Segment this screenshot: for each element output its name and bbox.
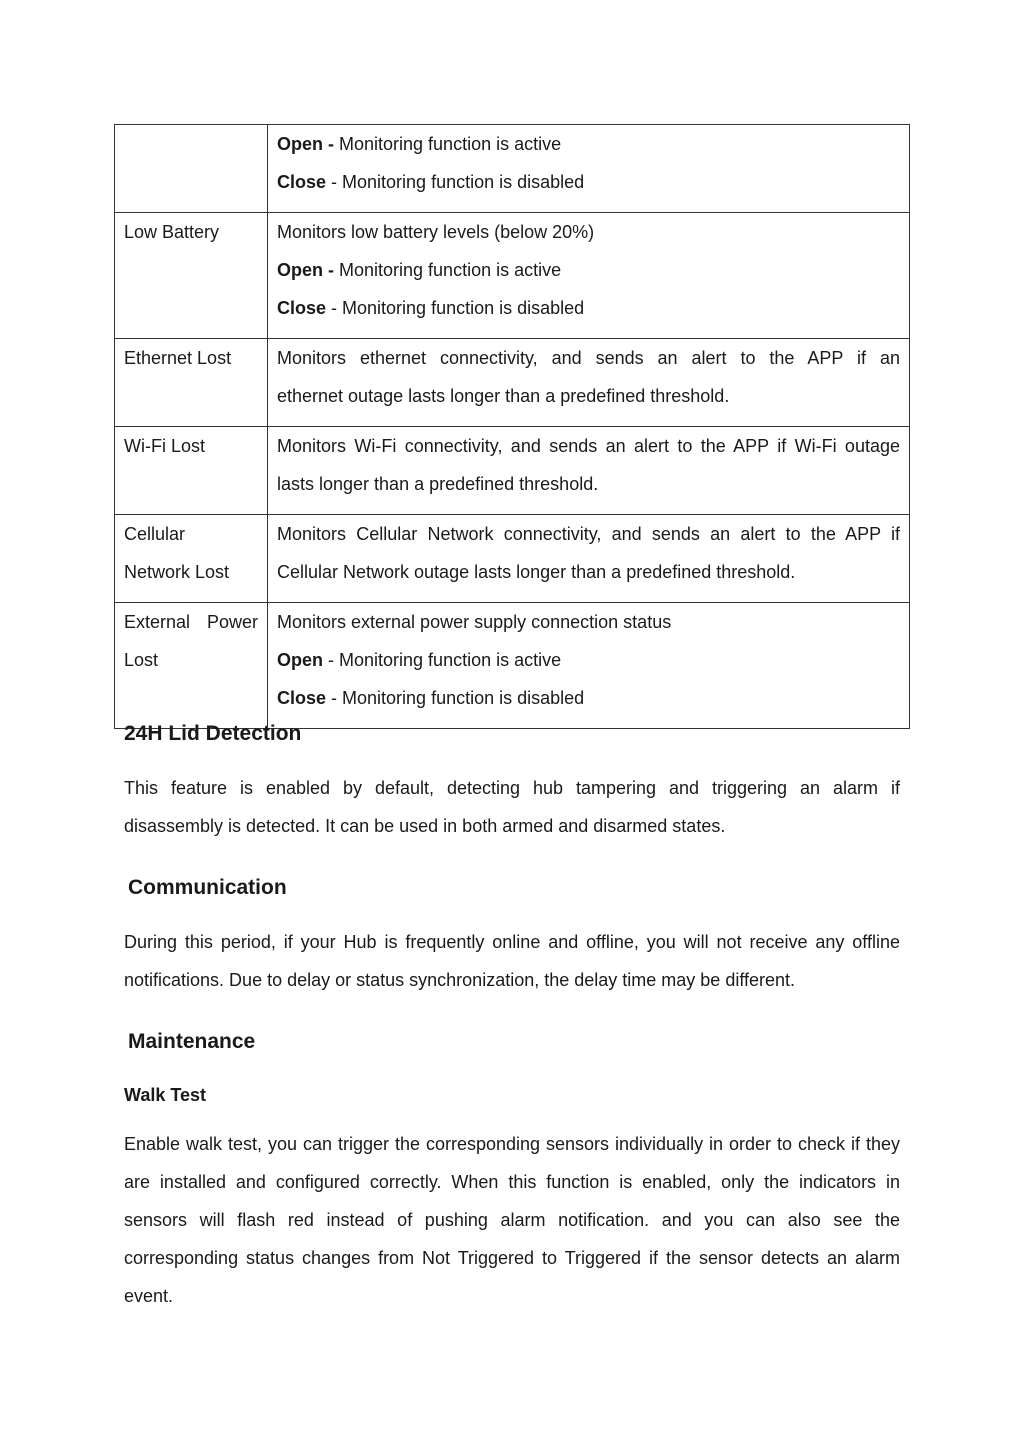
feature-description-cell: [268, 603, 910, 729]
option-text: Monitoring function is active: [334, 260, 562, 280]
communication-paragraph: During this period, if your Hub is frequently online and offline, you will not receive any offline notifications. Due to delay or status synchronization, the delay time may be different.: [124, 932, 900, 990]
option-label: Open -: [277, 260, 334, 280]
description-line: ethernet outage lasts longer than a predefined threshold.: [277, 386, 730, 406]
feature-name-cell: Ethernet Lost: [115, 339, 268, 427]
option-label: Open -: [277, 134, 334, 154]
feature-name-line: Network Lost: [124, 562, 230, 582]
feature-description-cell: [268, 427, 910, 515]
option-text: Monitoring function is active: [334, 134, 562, 154]
feature-name-cell: [115, 125, 268, 213]
option-label: Close: [277, 172, 327, 192]
feature-name-cell: Wi-Fi Lost: [115, 427, 268, 515]
feature-name-line: External Power: [124, 612, 258, 632]
communication-heading: Communication: [128, 876, 287, 899]
description-line: Monitors ethernet connectivity, and sends an alert to the APP if an: [277, 348, 900, 368]
lid-detection-paragraph: This feature is enabled by default, detecting hub tampering and triggering an alarm if disassembly is detected. It can be used in both armed and disarmed states.: [124, 778, 900, 836]
option-text: - Monitoring function is disabled: [326, 688, 585, 708]
description-line: Cellular Network outage lasts longer than a predefined threshold.: [277, 562, 796, 582]
maintenance-heading: Maintenance: [128, 1030, 256, 1053]
description-line: Monitors Cellular Network connectivity, and sends an alert to the APP if: [277, 524, 900, 544]
option-label: Close: [277, 688, 327, 708]
description-line: Monitors external power supply connection status: [277, 612, 672, 632]
description-line: [277, 679, 900, 717]
table-row: [115, 603, 910, 729]
walk-test-subheading: Walk Test: [124, 1085, 207, 1105]
description-line: lasts longer than a predefined threshold.: [277, 474, 599, 494]
description-line: [277, 125, 900, 163]
feature-name-cell: [115, 515, 268, 603]
description-line: Monitors low battery levels (below 20%): [277, 222, 595, 242]
option-label: Close: [277, 298, 327, 318]
description-line: [277, 289, 900, 327]
table-row: [115, 339, 910, 427]
option-text: - Monitoring function is disabled: [326, 172, 585, 192]
table-row: [115, 427, 910, 515]
feature-name-cell: [115, 603, 268, 729]
table-row: [115, 125, 910, 213]
feature-table: [114, 124, 910, 729]
description-line: [277, 251, 900, 289]
feature-name-line: Cellular: [124, 524, 186, 544]
feature-name-line: Lost: [124, 650, 159, 670]
feature-description-cell: [268, 515, 910, 603]
description-line: [277, 641, 900, 679]
walk-test-paragraph: Enable walk test, you can trigger the corresponding sensors individually in order to check if they are installed and configured correctly. When this function is enabled, only the indicators in sensors will flash red instead of pushing alarm notification. and you can also see the corresponding status changes from Not Triggered to Triggered if the sensor detects an alarm event.: [124, 1134, 900, 1306]
option-label: Open: [277, 650, 324, 670]
feature-description-cell: [268, 125, 910, 213]
table-row: [115, 515, 910, 603]
feature-description-cell: [268, 213, 910, 339]
description-line: Monitors Wi-Fi connectivity, and sends an alert to the APP if Wi-Fi outage: [277, 436, 900, 456]
feature-name-cell: Low Battery: [115, 213, 268, 339]
option-text: - Monitoring function is active: [323, 650, 562, 670]
lid-detection-heading: 24H Lid Detection: [124, 722, 302, 745]
feature-description-cell: [268, 339, 910, 427]
description-line: [277, 163, 900, 201]
option-text: - Monitoring function is disabled: [326, 298, 585, 318]
table-row: [115, 213, 910, 339]
